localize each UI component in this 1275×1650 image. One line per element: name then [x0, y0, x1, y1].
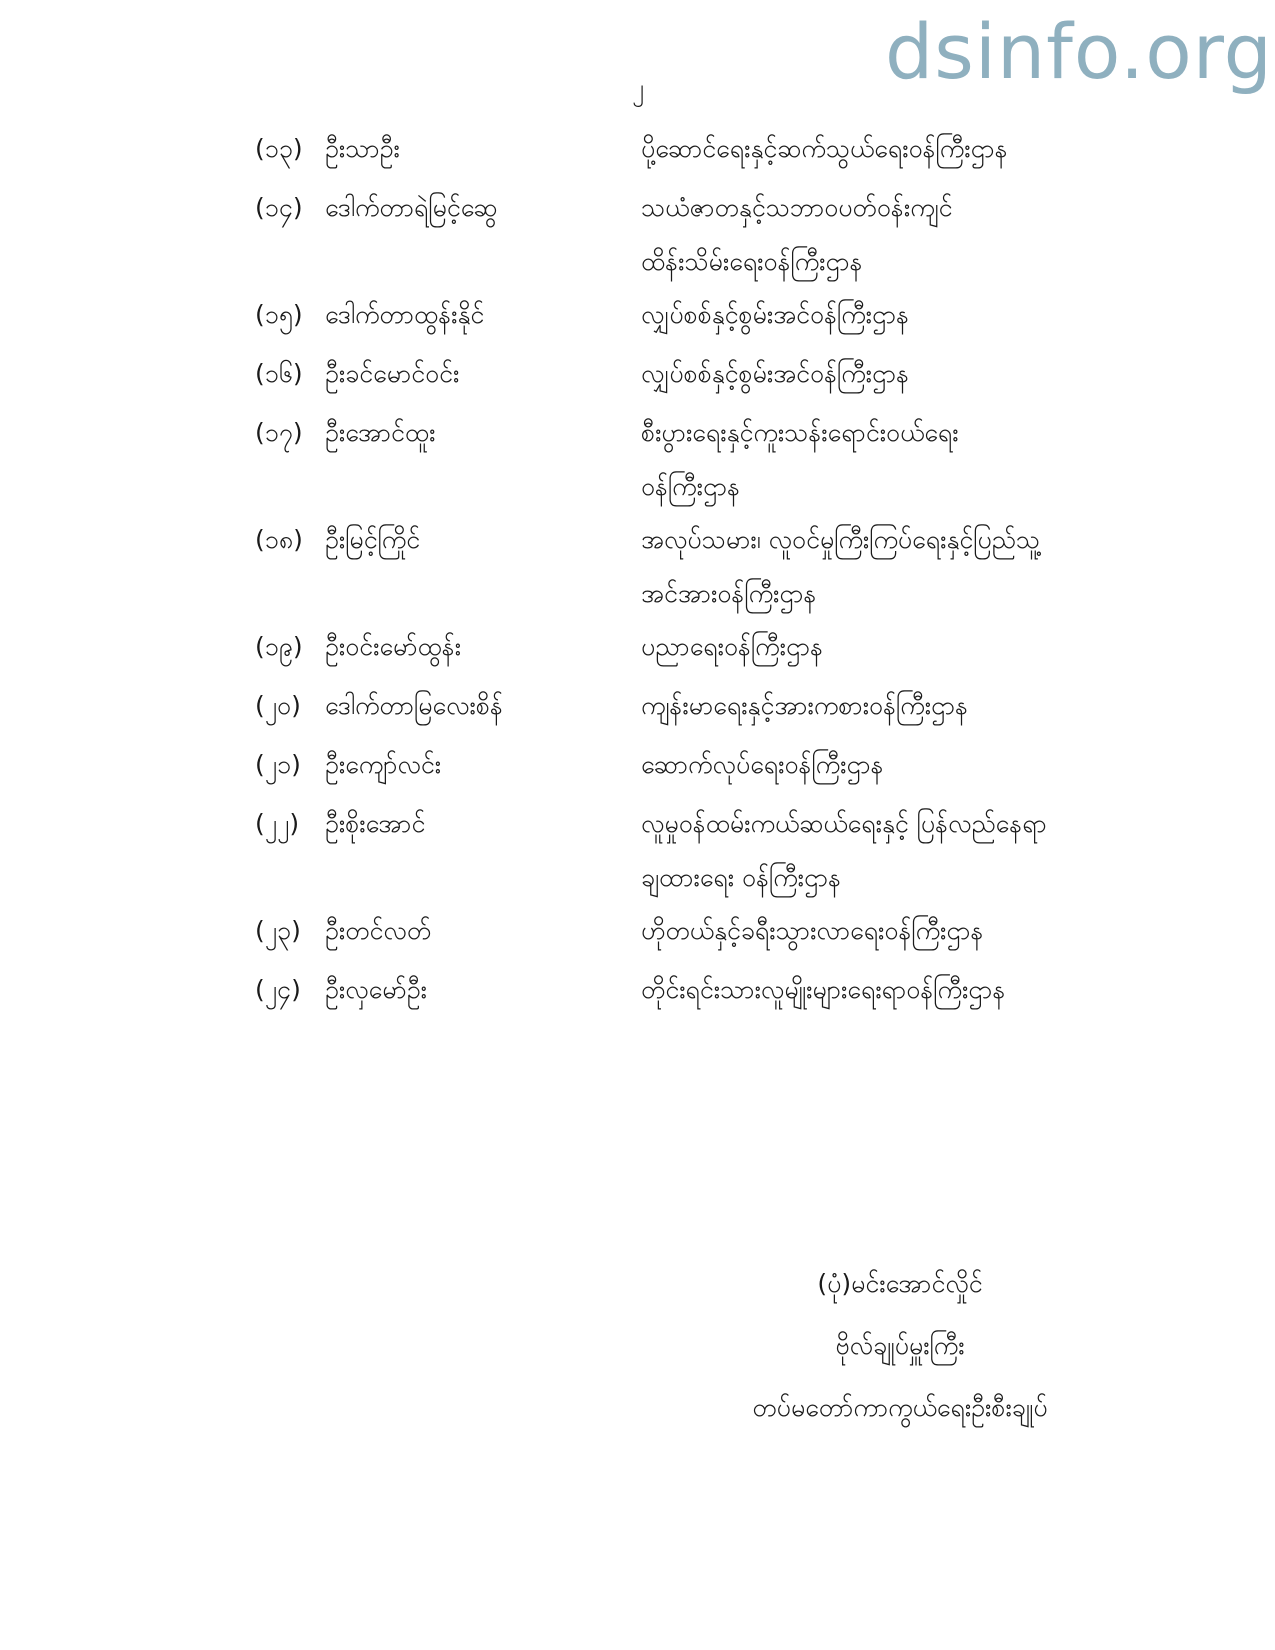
item-number: (၂၂)	[255, 809, 300, 838]
item-number: (၂၄)	[255, 975, 301, 1004]
minister-name: ဒေါက်တာမြလေးစိန်	[325, 691, 503, 720]
ministry-line: လူမှုဝန်ထမ်းကယ်ဆယ်ရေးနှင့် ပြန်လည်နေရာ	[641, 809, 1047, 838]
minister-name: ဒေါက်တာရဲမြင့်ဆွေ	[325, 193, 498, 222]
ministry-name	[641, 963, 1141, 1017]
item-number: (၁၉)	[255, 632, 303, 661]
ministry-line: ချထားရေး ဝန်ကြီးဌာန	[641, 863, 842, 892]
item-number: (၂၃)	[255, 916, 301, 945]
minister-name: ဦးအောင်ထူး	[325, 418, 436, 447]
ministry-line: သယံဇာတနှင့်သဘာဝပတ်ဝန်းကျင်	[641, 193, 953, 222]
item-number: (၁၅)	[255, 300, 303, 329]
ministry-name	[641, 122, 1141, 176]
ministry-line: ပို့ဆောင်ရေးနှင့်ဆက်သွယ်ရေးဝန်ကြီးဌာန	[641, 134, 1008, 163]
item-number: (၁၄)	[255, 193, 303, 222]
item-number: (၁၈)	[255, 525, 303, 554]
ministry-line: အင်အားဝန်ကြီးဌာန	[641, 579, 817, 608]
minister-name: ဦးဝင်းမော်ထွန်း	[325, 632, 462, 661]
ministry-name	[641, 347, 1141, 401]
minister-name: ဦးမြင့်ကြိုင်	[325, 525, 421, 554]
ministry-name	[641, 513, 1141, 621]
ministry-line: အလုပ်သမား၊ လူဝင်မှုကြီးကြပ်ရေးနှင့်ပြည်သူ့	[641, 525, 1041, 554]
ministry-name	[641, 679, 1141, 733]
signature-title: တပ်မတော်ကာကွယ်ရေးဦးစီးချုပ်	[752, 1393, 1048, 1422]
signature-name: (ပုံ)မင်းအောင်လှိုင်	[817, 1269, 983, 1298]
ministry-line: တိုင်းရင်းသားလူမျိုးများရေးရာဝန်ကြီးဌာန	[641, 975, 1006, 1004]
ministry-line: လျှပ်စစ်နှင့်စွမ်းအင်ဝန်ကြီးဌာန	[641, 300, 910, 329]
ministry-line: ဝန်ကြီးဌာန	[641, 472, 741, 501]
signature-block	[700, 1253, 1100, 1439]
signature-rank: ဗိုလ်ချုပ်မှူးကြီး	[835, 1331, 965, 1360]
minister-name: ဦးကျော်လင်း	[325, 750, 442, 779]
ministry-name	[641, 181, 1141, 289]
ministry-name	[641, 797, 1141, 905]
ministry-name	[641, 288, 1141, 342]
minister-name: ဦးလှမော်ဦး	[325, 975, 428, 1004]
item-number: (၁၇)	[255, 418, 303, 447]
minister-name: ဒေါက်တာထွန်းနိုင်	[325, 300, 485, 329]
minister-name: ဦးသာဦး	[325, 134, 400, 163]
ministry-line: ဆောက်လုပ်ရေးဝန်ကြီးဌာန	[641, 750, 884, 779]
watermark: dsinfo.org	[885, 7, 1273, 96]
ministry-line: ထိန်းသိမ်းရေးဝန်ကြီးဌာန	[641, 247, 863, 276]
ministry-line: စီးပွားရေးနှင့်ကူးသန်းရောင်းဝယ်ရေး	[641, 418, 959, 447]
item-number: (၂၁)	[255, 750, 301, 779]
minister-name: ဦးတင်လတ်	[325, 916, 432, 945]
ministry-line: ဟိုတယ်နှင့်ခရီးသွားလာရေးဝန်ကြီးဌာန	[641, 916, 984, 945]
ministry-name	[641, 738, 1141, 792]
ministry-name	[641, 620, 1141, 674]
ministry-line: လျှပ်စစ်နှင့်စွမ်းအင်ဝန်ကြီးဌာန	[641, 359, 910, 388]
item-number: (၁၃)	[255, 134, 303, 163]
item-number: (၁၆)	[255, 359, 303, 388]
ministry-line: ကျန်းမာရေးနှင့်အားကစားဝန်ကြီးဌာန	[641, 691, 969, 720]
ministry-name	[641, 406, 1141, 514]
ministry-line: ပညာရေးဝန်ကြီးဌာန	[641, 632, 824, 661]
minister-name: ဦးစိုးအောင်	[325, 809, 426, 838]
item-number: (၂၀)	[255, 691, 301, 720]
ministry-name	[641, 904, 1141, 958]
minister-name: ဦးခင်မောင်ဝင်း	[325, 359, 460, 388]
page-number: ၂	[632, 74, 644, 102]
